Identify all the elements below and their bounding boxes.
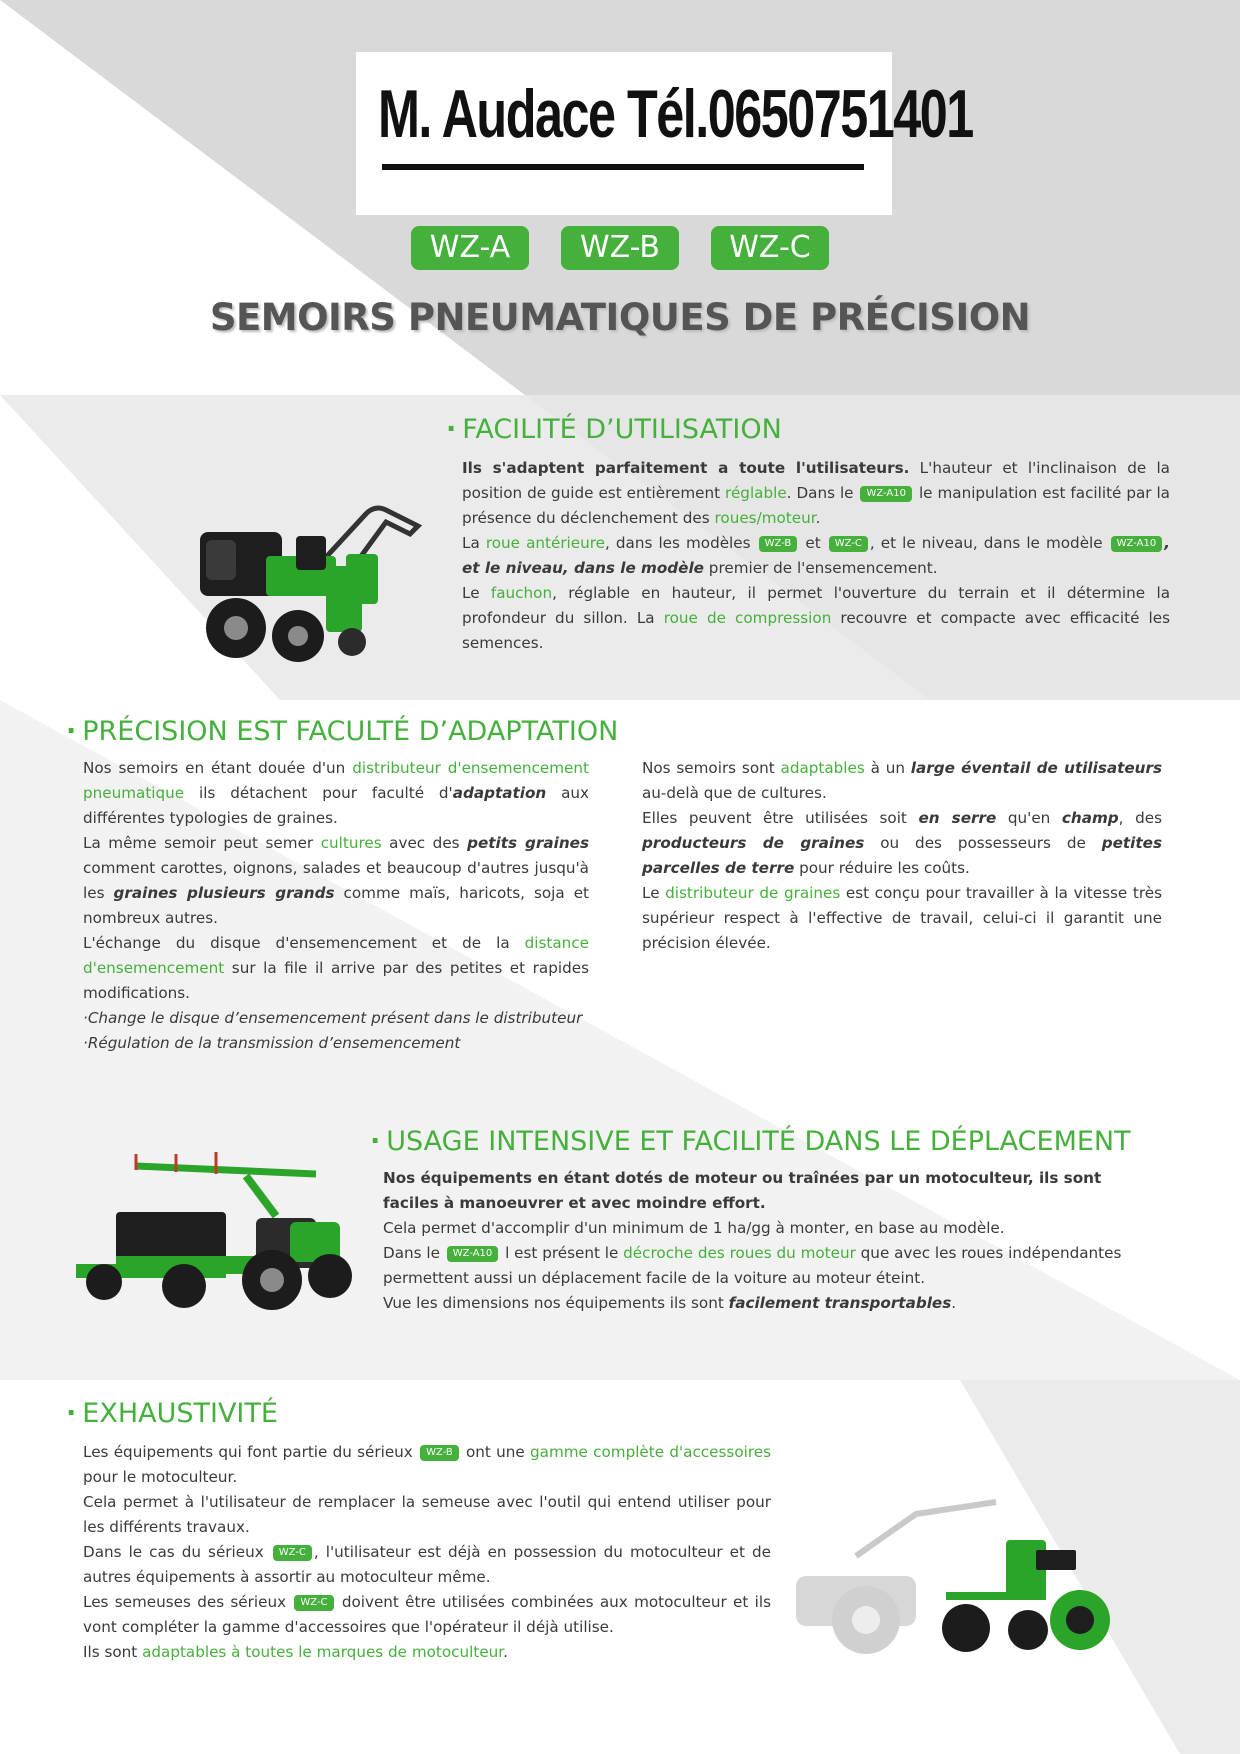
page-title: SEMOIRS PNEUMATIQUES DE PRÉCISION — [209, 296, 1031, 339]
model-tag: WZ-C — [829, 536, 868, 552]
section-title-facilite: · FACILITÉ D’UTILISATION — [446, 414, 782, 445]
model-tag: WZ-B — [759, 536, 798, 552]
seeder-machine-image-1 — [196, 496, 422, 668]
model-tag: WZ-A10 — [860, 486, 912, 502]
model-pill-wzb: WZ-B — [561, 226, 679, 270]
model-tag: WZ-A10 — [1111, 536, 1163, 552]
contact-text: M. Audace Tél.0650751401 — [378, 76, 973, 152]
section-text-precision-right: Nos semoirs sont adaptables à un large éventail de utilisateurs au-delà que de cultures. Elles peuvent être utilisées soit en serre qu'en champ, des producteurs de graines ou des possesseurs de petites parcelles de terre pour réduire les coûts. Le distributeur de graines est conçu pour travailler à la vitesse très supérieur respect à l'effective de travail, celui-ci il garantit une précision élevée. — [642, 759, 1163, 952]
section-text-usage: Nos équipements en étant dotés de moteur ou traînées par un motoculteur, ils sont faciles à manoeuvrer et avec moindre effort. Cela permet d'accomplir d'un minimum de 1 ha/gg à monter, en base au modèle. Dans le WZ-A10 l est présent le décroche des roues du moteur que avec les roues indépendantes permettent aussi un déplacement facile de la voiture au moteur éteint. Vue les dimensions nos équipements ils sont facilement transportables. — [383, 1169, 1122, 1312]
model-pill-wza: WZ-A — [411, 226, 529, 270]
model-tag: WZ-C — [273, 1545, 312, 1561]
seeder-machine-image-3 — [796, 1496, 1122, 1660]
model-tag: WZ-A10 — [447, 1246, 499, 1262]
section-title-usage: · USAGE INTENSIVE ET FACILITÉ DANS LE DÉPLACEMENT — [370, 1126, 1131, 1157]
model-pill-wzc: WZ-C — [711, 226, 829, 270]
model-pills — [0, 226, 1240, 270]
section-title-exhaustivite: · EXHAUSTIVITÉ — [66, 1398, 278, 1429]
model-tag: WZ-C — [294, 1595, 333, 1611]
section-title-precision: · PRÉCISION EST FACULTÉ D’ADAPTATION — [66, 716, 619, 747]
contact-underline — [382, 164, 864, 170]
section-text-facilite: Ils s'adaptent parfaitement a toute l'utilisateurs. L'hauteur et l'inclinaison de la position de guide est entièrement réglable. Dans le WZ-A10 le manipulation est facilité par la présence du déclenchement des roues/moteur. La roue antérieure, dans les modèles WZ-B et WZ-C , et le niveau, dans le modèle WZ-A10 , et le niveau, dans le modèle premier de l'ensemencement. Le fauchon, réglable en hauteur, il permet l'ouverture du terrain et il détermine la profondeur du sillon. La roue de compression recouvre et compacte avec efficacité les semences. — [462, 459, 1170, 652]
model-tag: WZ-B — [420, 1445, 459, 1461]
contact-banner — [356, 52, 973, 215]
section-text-precision-left: Nos semoirs en étant douée d'un distributeur d'ensemencement pneumatique ils détachent pour faculté d'adaptation aux différentes typologies de graines. La même semoir peut semer cultures avec des petits graines comment carottes, oignons, salades et beaucoup d'autres jusqu'à les graines plusieurs grands comme maïs, haricots, soja et nombreux autres. L'échange du disque d'ensemencement et de la distance d'ensemencement sur la file il arrive par des petites et rapides modifications. ·Change le disque d’ensemencement présent dans le distributeur ·Régulation de la transmission d’ensemencement — [83, 759, 590, 1052]
section-text-exhaustivite: Les équipements qui font partie du sérieux WZ-B ont une gamme complète d'accessoires pour le motoculteur. Cela permet à l'utilisateur de remplacer la semeuse avec l'outil qui entend utiliser pour les différents travaux. Dans le cas du sérieux WZ-C , l'utilisateur est déjà en possession du motoculteur et de autres équipements à assortir au motoculteur même. Les semeuses des sérieux WZ-C doivent être utilisées combinées aux motoculteur et ils vont compléter la gamme d'accessoires que l'opérateur il déjà utilise. Ils sont adaptables à toutes le marques de motoculteur. — [83, 1443, 772, 1661]
seeder-machine-image-2 — [76, 1146, 358, 1314]
